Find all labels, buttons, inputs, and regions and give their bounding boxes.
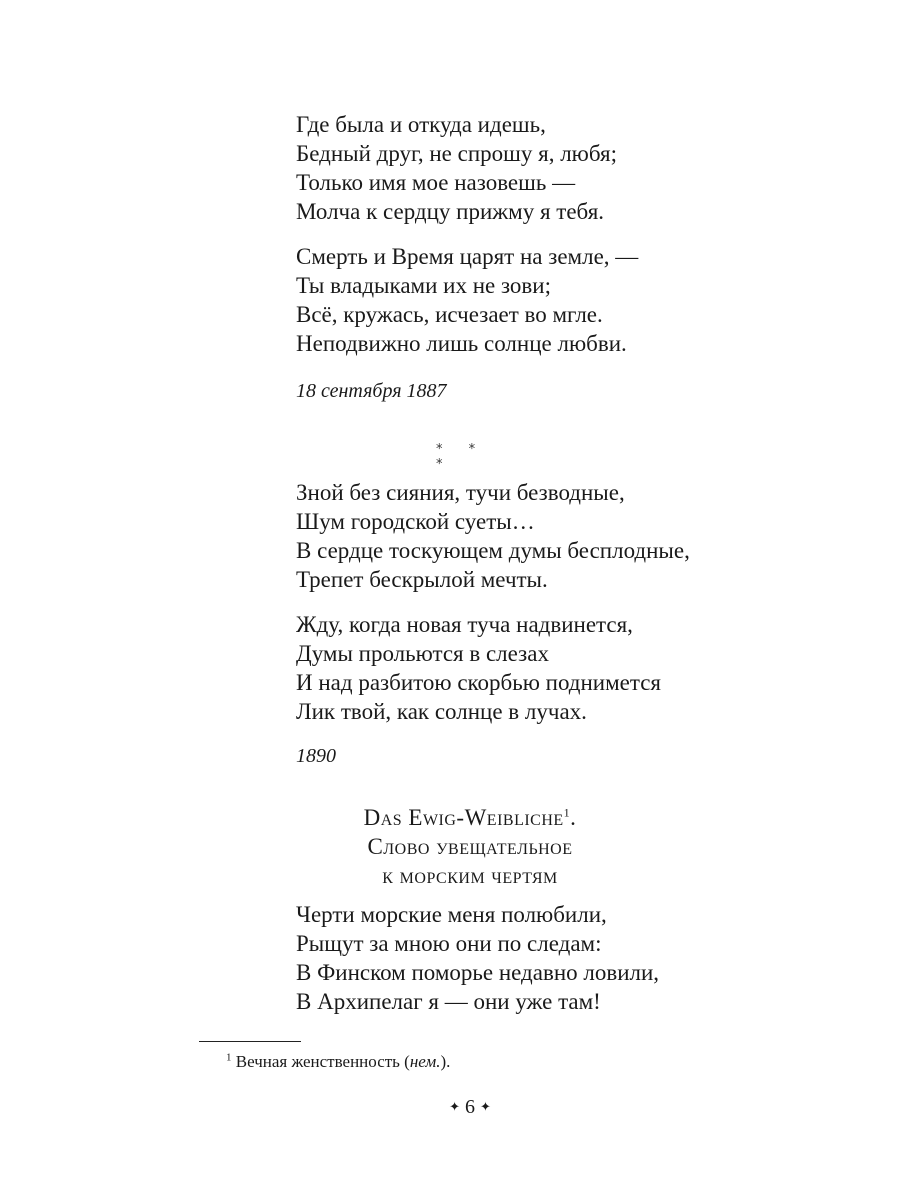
poem-3-title-line-2: Слово увещательное (367, 834, 573, 859)
footnote-reference: 1 (563, 805, 571, 820)
poem-3 (296, 900, 816, 1016)
poem-3-title (200, 803, 740, 890)
verse-line: Зной без сияния, тучи безводные, (296, 480, 625, 505)
verse-line: Молча к сердцу прижму я тебя. (296, 199, 605, 224)
asterism-separator: * * * (436, 442, 487, 472)
poem-2 (296, 478, 816, 594)
title-text: Das Ewig-Weibliche (363, 805, 564, 830)
verse-line: Где была и откуда идешь, (296, 112, 546, 137)
ornament-star-icon: ✦ (480, 1100, 491, 1115)
verse-line: Думы прольются в слезах (296, 641, 549, 666)
poem-2-stanza-1 (296, 478, 816, 594)
verse-line: В Финском поморье недавно ловили, (296, 960, 660, 985)
verse-line: Неподвижно лишь солнце любви. (296, 331, 627, 356)
poem-1 (296, 110, 816, 226)
verse-line: Смерть и Время царят на земле, — (296, 244, 639, 269)
verse-line: В Архипелаг я — они уже там! (296, 989, 601, 1014)
verse-line: Только имя мое назовешь — (296, 170, 576, 195)
poem-1-part-2 (296, 242, 816, 358)
verse-line: Бедный друг, не спрошу я, любя; (296, 141, 617, 166)
poem-date: 1890 (296, 745, 336, 767)
title-punct: . (570, 805, 577, 830)
verse-line: Шум городской суеты… (296, 509, 535, 534)
poem-2-stanza-2 (296, 610, 816, 726)
verse-line: Всё, кружась, исчезает во мгле. (296, 302, 603, 327)
poem-1-stanza-2 (296, 242, 816, 358)
verse-line: Черти морские меня полюбили, (296, 902, 607, 927)
verse-line: Трепет бескрылой мечты. (296, 567, 548, 592)
footnote (226, 1051, 450, 1073)
poem-2-part-2 (296, 610, 816, 726)
verse-line: В сердце тоскующем думы бесплодные, (296, 538, 690, 563)
poem-date: 18 сентября 1887 (296, 380, 447, 402)
poem-1-date-wrap (296, 378, 816, 404)
verse-line: Ты владыками их не зови; (296, 273, 551, 298)
poem-3-title-line-3: к морским чертям (382, 863, 558, 888)
verse-line: Жду, когда новая туча надвинется, (296, 612, 633, 637)
verse-line: И над разбитою скорбью поднимется (296, 670, 662, 695)
poem-2-date-wrap (296, 743, 816, 769)
poem-1-stanza-1 (296, 110, 816, 226)
footnote-text: Вечная женственность ( (235, 1052, 410, 1071)
footnote-text-end: ). (440, 1052, 451, 1071)
page-number: 6 (465, 1096, 475, 1118)
footnote-italic: нем. (409, 1052, 441, 1071)
page-folio (400, 1094, 540, 1121)
poem-3-title-line-1 (200, 803, 740, 832)
ornament-star-icon: ✦ (449, 1100, 460, 1115)
footnote-rule (199, 1041, 301, 1042)
verse-line: Лик твой, как солнце в лучах. (296, 699, 587, 724)
verse-line: Рыщут за мною они по следам: (296, 931, 602, 956)
footnote-mark: 1 (226, 1051, 232, 1064)
poem-3-stanza-1 (296, 900, 816, 1016)
